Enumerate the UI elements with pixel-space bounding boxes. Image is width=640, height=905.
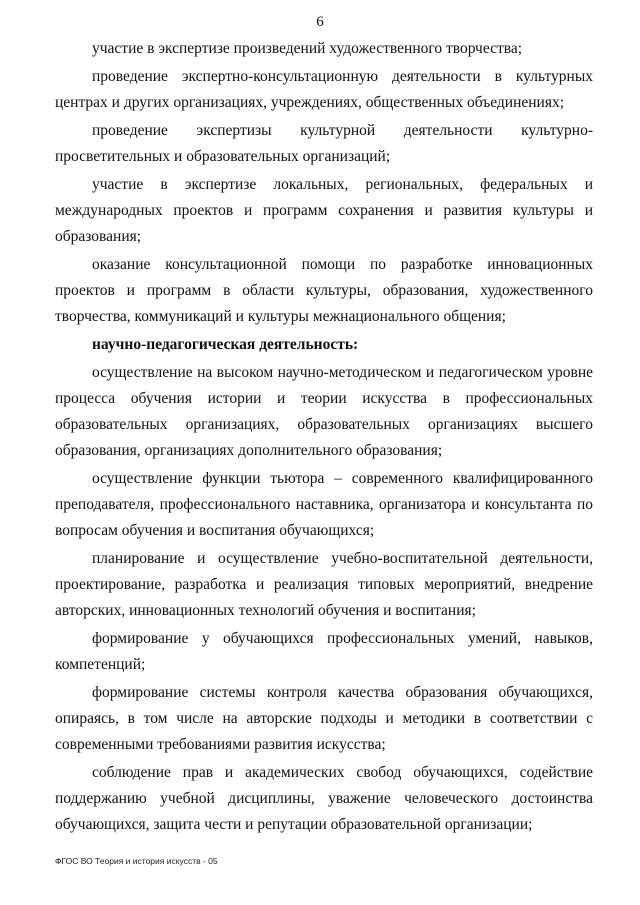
paragraph: осуществление на высоком научно-методическом и педагогическом уровне процесса обучения истории и теории искусства в профессиональных образовательных организациях, образовательных организациях высшего образования, организациях дополнительного образования; xyxy=(55,364,593,459)
paragraph: оказание консультационной помощи по разработке инновационных проектов и программ в области культуры, образования, художественного творчества, коммуникаций и культуры межнационального общения; xyxy=(55,256,593,325)
paragraph: участие в экспертизе произведений художественного творчества; xyxy=(92,40,523,57)
paragraph: планирование и осуществление учебно-воспитательной деятельности, проектирование, разработка и реализация типовых мероприятий, внедрение авторских, инновационных технологий обучения и воспитания; xyxy=(55,550,593,619)
page-number: 6 xyxy=(316,14,324,30)
paragraph: формирование у обучающихся профессиональных умений, навыков, компетенций; xyxy=(55,630,593,673)
paragraph: соблюдение прав и академических свобод обучающихся, содействие поддержанию учебной дисциплины, уважение человеческого достоинства обучающихся, защита чести и репутации образовательной организации; xyxy=(55,764,593,833)
paragraph: проведение экспертизы культурной деятельности культурно-просветительных и образовательных организаций; xyxy=(55,122,593,165)
document-body xyxy=(55,36,593,840)
paragraph: формирование системы контроля качества образования обучающихся, опираясь, в том числе на авторские подходы и методики в соответствии с современными требованиями развития искусства; xyxy=(55,684,593,753)
section-heading: научно-педагогическая деятельность: xyxy=(92,336,359,353)
paragraph: участие в экспертизе локальных, региональных, федеральных и международных проектов и программ сохранения и развития культуры и образования; xyxy=(55,176,593,245)
paragraph: осуществление функции тьютора – современного квалифицированного преподавателя, профессионального наставника, организатора и консультанта по вопросам обучения и воспитания обучающихся; xyxy=(55,470,593,539)
page-footer: ФГОС ВО Теория и история искусств - 05 xyxy=(55,856,218,866)
paragraph: проведение экспертно-консультационную деятельности в культурных центрах и других организациях, учреждениях, общественных объединениях; xyxy=(55,68,593,111)
